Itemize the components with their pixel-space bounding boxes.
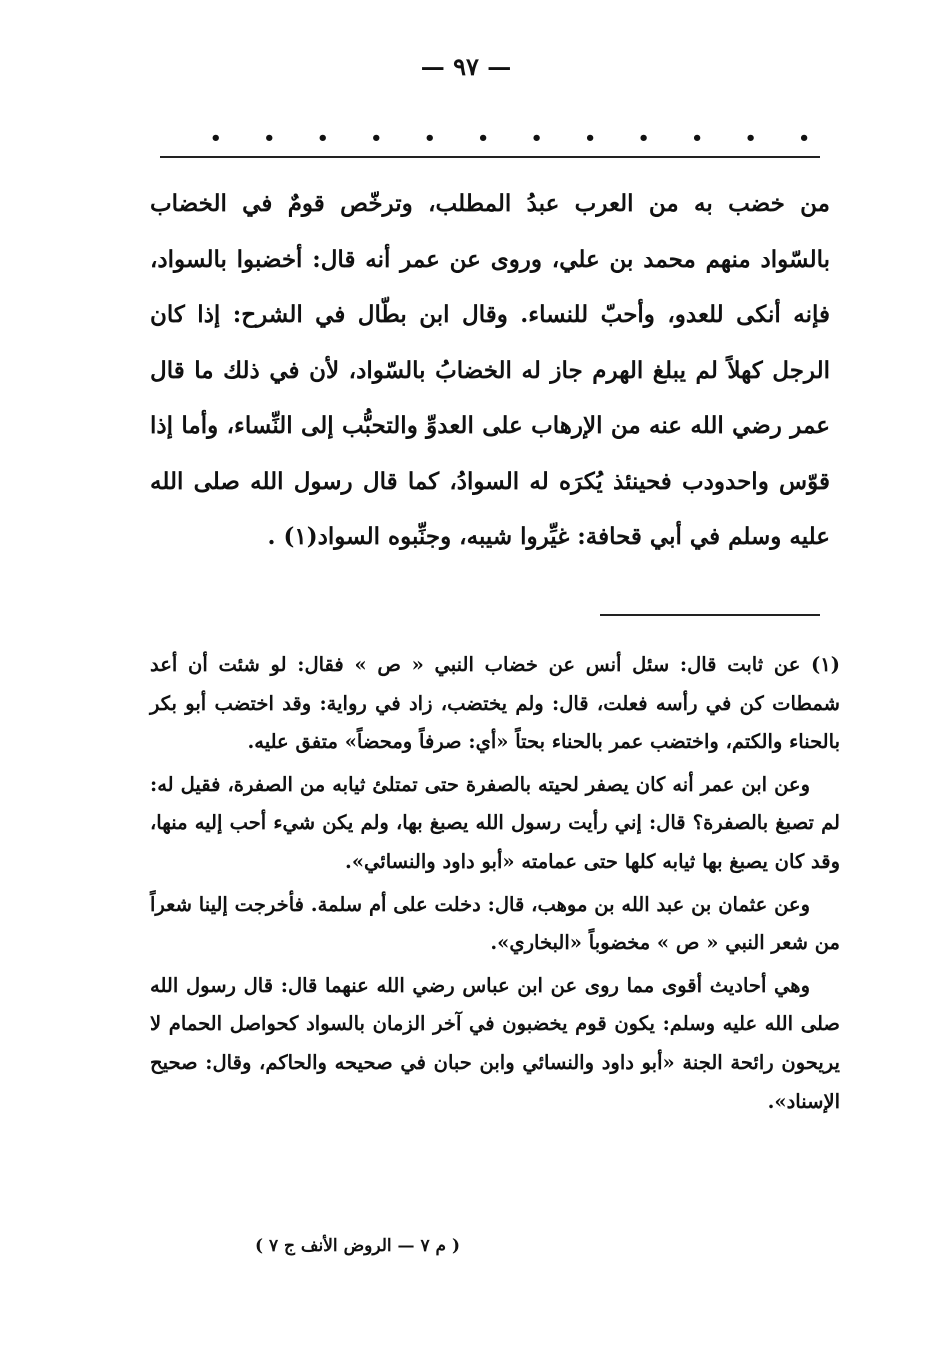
dot: •	[370, 128, 382, 149]
dot: •	[691, 128, 703, 149]
main-paragraph: من خضب به من العرب عبدُ المطلب، وترخّص قومٌ في الخضاب بالسّواد منهم محمد بن علي، وروى عن عمر أنه قال: أخضبوا بالسواد، فإنه أنكى للعدو، وأحبّ للنساء. وقال ابن بطّال في الشرح: إذا كان الرجل كهلاً لم يبلغ الهرم جاز له الخضابُ بالسّواد، لأن في ذلك ما قال عمر رضي الله عنه من الإرهاب على العدوِّ والتحبُّب إلى النِّساء، وأما إذا قوّس واحدودب فحينئذ يُكرَه له السوادُ، كما قال رسول الله صلى الله عليه وسلم في أبي قحافة: غيِّروا شيبه، وجنِّبوه السواد(١) .	[150, 190, 830, 550]
dot: •	[798, 128, 810, 149]
footnote-rule	[600, 614, 820, 616]
dot: •	[263, 128, 275, 149]
top-rule	[160, 156, 820, 158]
dot: •	[477, 128, 489, 149]
dot: •	[530, 128, 543, 149]
dot: •	[316, 128, 329, 149]
footnote-paragraph: (١) عن ثابت قال: سئل أنس عن خضاب النبي « ص » فقال: لو شئت أن أعد شمطات كن في رأسه فعلت، قال: ولم يختضب، زاد في رواية: وقد اختضب أبو بكر بالحناء والكتم، واختضب عمر بالحناء بحتاً «أي: صرفاً ومحضاً» متفق عليه.	[150, 653, 840, 754]
footnote-paragraph: وهي أحاديث أقوى مما روى عن ابن عباس رضي الله عنهما قال: قال رسول الله صلى الله عليه وسلم: يكون قوم يخضبون في آخر الزمان بالسواد كحواصل الحمام لا يريحون رائحة الجنة «أبو داود والنسائي وابن حبان في صحيحه والحاكم، وقال: صحيح الإسناد».	[150, 973, 840, 1113]
dot: •	[423, 128, 436, 149]
page-number: — ٩٧ —	[420, 52, 512, 81]
dot: •	[744, 128, 757, 149]
separator-dots	[210, 128, 810, 149]
footnote-paragraph: وعن عثمان بن عبد الله بن موهب، قال: دخلت على أم سلمة. فأخرجت إلينا شعراً من شعر النبي « ص » مخضوباً «البخاري».	[150, 892, 840, 955]
footer-signature: ( م ٧ — الروض الأنف ج ٧ )	[254, 1236, 460, 1256]
main-text-block	[150, 176, 830, 565]
footnote-paragraph: وعن ابن عمر أنه كان يصفر لحيته بالصفرة حتى تمتلئ ثيابه من الصفرة، فقيل له: لم تصبغ بالصفرة؟ قال: إني رأيت رسول الله يصبغ بها، ولم يكن شيء أحب إليه منها، وقد كان يصبغ بها ثيابه كلها حتى عمامته «أبو داود والنسائي».	[150, 772, 840, 873]
footnotes-block	[150, 646, 840, 1125]
dot: •	[584, 128, 596, 149]
dot: •	[210, 128, 222, 149]
dot: •	[637, 128, 650, 149]
